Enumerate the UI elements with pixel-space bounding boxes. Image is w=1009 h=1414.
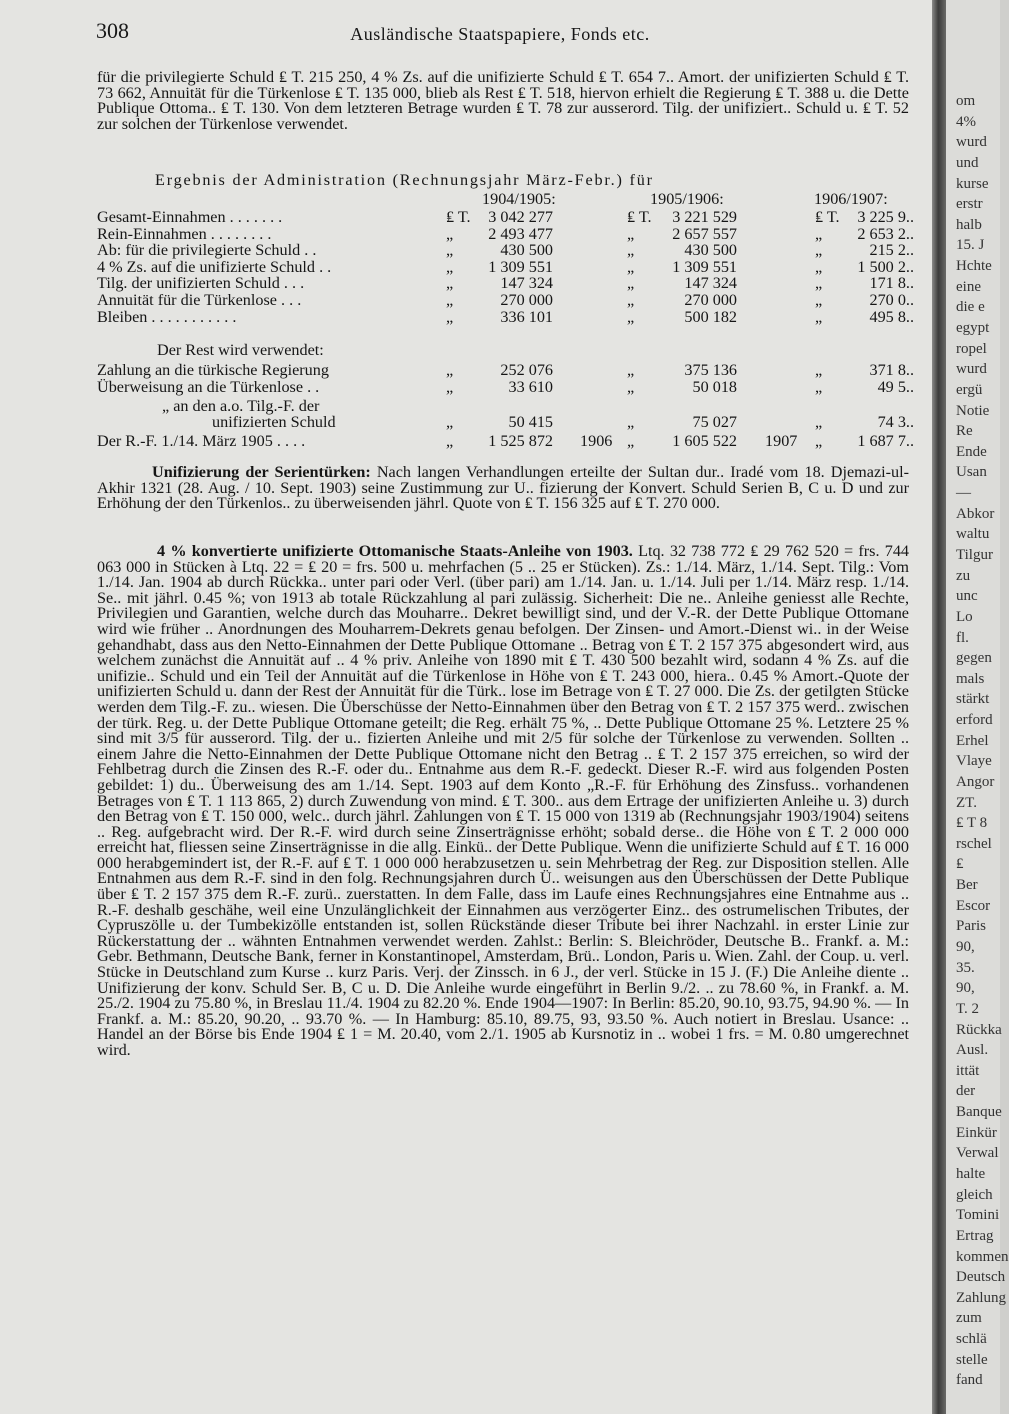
quote-mark: „ bbox=[627, 225, 635, 243]
facing-page-fragment: Abkor bbox=[956, 505, 995, 522]
quote-mark: „ bbox=[627, 432, 635, 450]
facing-page-fragment: erford bbox=[956, 712, 993, 729]
row-label: Überweisung an die Türkenlose . . bbox=[97, 378, 320, 396]
row-label: Gesamt-Einnahmen . . . . . . . bbox=[97, 208, 283, 226]
quote-mark: „ bbox=[627, 361, 635, 379]
facing-page-fragment: egypt bbox=[956, 319, 990, 336]
value-1905: 500 182 bbox=[684, 308, 737, 326]
table-row bbox=[97, 398, 909, 414]
section-heading: Unifizierung der Serientürken: bbox=[152, 463, 371, 481]
section-text: Ltq. 32 738 772 ₤ 29 762 520 = frs. 744 063 000 in Stücken à Ltq. 22 = ₤ 20 = frs. 500 u. mehrfachen (5 .. 25 er Stücken). Zs.: 1./14. März, 1./14. Sept. Tilg.: Vom 1./14. Jan. 1904 ab durch Rückka.. unter pari oder Verl. (über pari) am 1./14. Jan. u. 1./14. Juli per 1./14. März resp. 1./14. Se.. mit jährl. 0.45 %; von 1913 ab totale Rückzahlung al pari zulässig. Sicherheit: Die ne.. Anleihe geniesst alle Rechte, Privilegien und Garantien, welche durch das Mouharre.. Dekret bewilligt sind, und der V.-R. der Dette Publique Ottomane wird wie früher .. Anordnungen des Mouharrem-Dekrets genau befolgen. Der Zinsen- und Amort.-Dienst wi.. in der Weise gehandhabt, dass aus den Netto-Einnahmen der Dette Publique Ottomane .. Betrag von ₤ T. 2 157 375 abgesondert wird, aus welchem zunächst die Annuität auf .. 4 % priv. Anleihe von 1890 mit ₤ T. 430 500 bezahlt wird, sodann 4 % Zs. auf die unifizie.. Schuld und ein Teil der Annuität auf die Türkenlose in Höhe von ₤ T. 243 000, hiera.. 0.45 % Amort.-Quote der unifizierten Schuld u. dann der Rest der Annuität für die Türk.. lose im Betrage von ₤ T. 27 000. Die Zs. der getilgten Stücke werden dem Tilg.-F. zu.. wiesen. Die Überschüsse der Netto-Einnahmen über den Betrag von ₤ T. 2 157 375 werd.. zwischen der türk. Reg. u. der Dette Publique Ottomane geteilt; die Reg. erhält 75 %, .. Dette Publique Ottomane 25 %. Letztere 25 % sind mit 3/5 für ausserord. Tilg. der u.. fizierten Anleihe und mit 2/5 für solche der Türkenlose zu verwenden. Sollten .. einem Jahre die Netto-Einnahmen der Dette Publique Ottomane nicht den Betrag .. ₤ T. 2 157 375 erreichen, so wird der Fehlbetrag durch die Zinsen des R.-F. oder du.. Entnahme aus dem R.-F. gedeckt. Dieser R.-F. wird aus folgenden Posten gebildet: 1) du.. Überweisung des am 1./14. Sept. 1903 auf dem Konto „R.-F. für Erhöhung des Zinsfuss.. vorhandenen Betrages von ₤ T. 1 113 865, 2) durch Zuwendung von mind. ₤ T. 300.. aus dem Ertrage der unifizierten Anleihe u. 3) durch den Betrag von ₤ T. 150 000, welc.. durch jährl. Zahlungen von ₤ T. 15 000 von 1319 ab (Rechnungsjahr 1903/1904) seitens .. Reg. aufgebracht wird. Der R.-F. wird durch seine Zinserträgnisse erhöht; sobald derse.. die Höhe von ₤ T. 2 000 000 erreicht hat, fliessen seine Zinserträgnisse in die allg. Einkü.. der Dette Publique. Wenn die unifizierte Schuld auf ₤ T. 16 000 000 herabgemindert ist, der R.-F. auf ₤ T. 1 000 000 herabzusetzen u. sein Mehrbetrag der Reg. zur Disposition stellen. Alle Entnahmen aus dem R.-F. sind in den folg. Rechnungsjahren durch Ü.. weisungen aus den Überschüssen der Dette Publique über ₤ T. 2 157 375 dem R.-F. zurü.. zuerstatten. In dem Falle, dass im Laufe eines Rechnungsjahres eine Entnahme aus .. R.-F. deshalb geschähe, weil eine Unzulänglichkeit der Einnahmen aus verzögerter Einz.. des ostrumelischen Tributes, der Cypruszölle u. der Tumbekizölle entstanden ist, sollen Rückstände dieser Tribute bei ihrer Nachzahl. in erster Linie zur Rückerstattung der .. wähnten Entnahmen verwendet werden. Zahlst.: Berlin: S. Bleichröder, Deutsche B.. Frankf. a. M.: Gebr. Bethmann, Deutsche Bank, ferner in Konstantinopel, Amsterdam, Brü.. London, Paris u. Wien. Zahl. der Coup. u. verl. Stücke in Deutschland zum Kurse .. kurz Paris. Verj. der Zinssch. in 6 J., der verl. Stücke in 15 J. (F.) Die Anleihe diente .. Unifizierung der konv. Schuld Ser. B, C u. D. Die Anleihe wurde eingeführt in Berlin 9./2. .. zu 78.60 %, in Frankf. a. M. 25./2. 1904 zu 75.80 %, in Breslau 11./4. 1904 zu 82.20 %. Ende 1904—1907: In Berlin: 85.20, 90.10, 93.75, 94.90 %. — In Frankf. a. M.: 85.20, 90.20, .. 93.70 %. — In Hamburg: 85.10, 89.75, 93, 93.50 %. Auch notiert in Breslau. Usance: .. Handel an der Börse bis Ende 1904 ₤ 1 = M. 20.40, vom 2./1. 1905 ab Kursnotiz in .. wobei 1 frs. = M. 0.80 umgerechnet wird. bbox=[97, 542, 910, 1059]
row-label: 4 % Zs. auf die unifizierte Schuld . . bbox=[97, 258, 332, 276]
row-label: unifizierten Schuld bbox=[212, 413, 336, 431]
intro-text: für die privilegierte Schuld ₤ T. 215 250, 4 % Zs. auf die unifizierte Schuld ₤ T. 654 7.. Amort. der unifizierten Schuld ₤ T. 73 662, Annuität für die Türkenlose ₤ T. 135 000, blieb als Rest ₤ T. 518, hiervon erhielt die Regierung ₤ T. 388 u. die Dette Publique Ottoma.. ₤ T. 130. Von dem letzteren Betrage wurden ₤ T. 78 zur ausserord. Tilg. der unifiziert.. Schuld u. ₤ T. 52 zur solchen der Türkenlose verwendet. bbox=[97, 68, 909, 133]
facing-page-fragment: T. 2 bbox=[956, 1000, 980, 1017]
quote-mark: „ bbox=[627, 274, 635, 292]
table-row bbox=[97, 208, 914, 226]
facing-page-fragment: Escor bbox=[956, 897, 991, 914]
value-1904: 430 500 bbox=[500, 241, 553, 259]
quote-mark: „ bbox=[815, 432, 823, 450]
quote-mark: „ bbox=[446, 225, 454, 243]
value-1906: 1 500 2.. bbox=[857, 258, 914, 276]
facing-page-edge bbox=[946, 0, 1009, 1414]
facing-page-fragment: om bbox=[956, 93, 976, 109]
value-1904: 252 076 bbox=[500, 361, 553, 379]
value-1905: 1 605 522 bbox=[672, 432, 737, 450]
results-title: Ergebnis der Administration (Rechnungsjahr März-Febr.) für bbox=[155, 171, 654, 189]
quote-mark: „ bbox=[446, 291, 454, 309]
table-row bbox=[97, 258, 914, 276]
section-text: Nach langen Verhandlungen erteilte der Sultan dur.. Iradé vom 18. Djemazi-ul-Akhir 1321 (28. Aug. / 10. Sept. 1903) seine Zustimmung zur U.. fizierung der Konvert. Schuld Serien B, C u. D und zur Erhöhung der den Türkenlos.. zu überweisenden jährl. Quote von ₤ T. 156 325 auf ₤ T. 270 000. bbox=[97, 463, 910, 513]
facing-page-fragment: Lo bbox=[956, 608, 973, 625]
facing-page-fragment: Rückka bbox=[956, 1021, 1002, 1038]
value-1906: 371 8.. bbox=[869, 361, 914, 379]
value-1906: 49 5.. bbox=[877, 378, 914, 396]
value-1906: 215 2.. bbox=[869, 241, 914, 259]
page-number: 308 bbox=[96, 18, 129, 43]
quote-mark: „ bbox=[446, 413, 454, 431]
value-1904: 1 525 872 bbox=[488, 432, 553, 450]
quote-mark: „ bbox=[627, 258, 635, 276]
value-1904: 147 324 bbox=[500, 274, 553, 292]
facing-page-fragment: Deutsch bbox=[956, 1269, 1006, 1286]
quote-mark: „ bbox=[446, 274, 454, 292]
facing-page-fragment: 15. J bbox=[956, 237, 985, 254]
facing-page-fragment: stärkt bbox=[956, 691, 990, 708]
facing-page-fragment: Einkür bbox=[956, 1124, 997, 1141]
value-1906: 2 653 2.. bbox=[857, 225, 914, 243]
value-1906: 171 8.. bbox=[869, 274, 914, 292]
quote-mark: „ bbox=[627, 413, 635, 431]
table-row bbox=[97, 225, 914, 243]
facing-page-fragment: zu bbox=[956, 567, 971, 584]
value-1906: 270 0.. bbox=[869, 291, 914, 309]
facing-page-fragment: erstr bbox=[956, 196, 983, 213]
quote-mark: „ bbox=[627, 291, 635, 309]
rf-year: 1907 bbox=[765, 432, 798, 450]
facing-page-fragment: die e bbox=[956, 299, 985, 316]
quote-mark: „ bbox=[446, 308, 454, 326]
table-row bbox=[97, 291, 914, 309]
facing-page-fragment: gegen bbox=[956, 650, 992, 667]
facing-page-fragment: halte bbox=[956, 1166, 986, 1183]
facing-page-fragment: 90, bbox=[956, 939, 975, 956]
row-label: Rein-Einnahmen . . . . . . . . bbox=[97, 225, 272, 243]
table-row bbox=[97, 308, 914, 326]
column-head-1904: 1904/1905: bbox=[482, 190, 556, 208]
table-row bbox=[97, 361, 914, 379]
quote-mark: „ bbox=[815, 308, 823, 326]
facing-page-fragment: Tomini bbox=[956, 1207, 1000, 1224]
quote-mark: „ bbox=[446, 361, 454, 379]
facing-page-fragment: zum bbox=[956, 1310, 982, 1327]
value-1905: 375 136 bbox=[684, 361, 737, 379]
table-row bbox=[97, 378, 914, 396]
quote-mark: ₤ T. bbox=[627, 208, 652, 226]
facing-page-fragment: — bbox=[956, 485, 971, 502]
facing-page-fragment: kurse bbox=[956, 175, 989, 192]
value-1905: 147 324 bbox=[684, 274, 737, 292]
table-row bbox=[97, 274, 914, 292]
row-label: Bleiben . . . . . . . . . . . bbox=[97, 308, 237, 326]
facing-page-fragment: und bbox=[956, 154, 979, 171]
section-unifizierung bbox=[97, 465, 909, 512]
facing-page-fragment: fand bbox=[956, 1372, 983, 1389]
row-label: Tilg. der unifizierten Schuld . . . bbox=[97, 274, 305, 292]
value-1904: 270 000 bbox=[500, 291, 553, 309]
value-1906: 1 687 7.. bbox=[857, 432, 914, 450]
facing-page-fragment: mals bbox=[956, 670, 985, 687]
value-1905: 3 221 529 bbox=[672, 208, 737, 226]
value-1906: 74 3.. bbox=[877, 413, 914, 431]
facing-page-fragment: Zahlung bbox=[956, 1289, 1006, 1306]
value-1905: 1 309 551 bbox=[672, 258, 737, 276]
facing-page-fragment: ₤ bbox=[956, 856, 964, 873]
value-1905: 2 657 557 bbox=[672, 225, 737, 243]
facing-page-fragment: Hchte bbox=[956, 258, 992, 275]
section-heading: 4 % konvertierte unifizierte Ottomanische Staats-Anleihe von 1903. bbox=[157, 542, 633, 560]
facing-page-fragment: stelle bbox=[956, 1351, 988, 1368]
facing-page-fragment: Usan bbox=[956, 464, 987, 481]
row-label: Zahlung an die türkische Regierung bbox=[97, 361, 329, 379]
value-1904: 2 493 477 bbox=[488, 225, 553, 243]
row-label: Ab: für die privilegierte Schuld . . bbox=[97, 241, 317, 259]
facing-page-fragment: schlä bbox=[956, 1331, 987, 1348]
quote-mark: „ bbox=[815, 361, 823, 379]
facing-page-fragment: ₤ T 8 bbox=[956, 815, 988, 832]
quote-mark: „ bbox=[627, 378, 635, 396]
facing-page-fragment: Ertrag bbox=[956, 1227, 994, 1244]
facing-page-fragment: kommen bbox=[956, 1248, 1009, 1265]
facing-page-fragment: wurd bbox=[956, 134, 987, 151]
quote-mark: „ bbox=[446, 258, 454, 276]
quote-mark: „ bbox=[815, 291, 823, 309]
quote-mark: „ bbox=[446, 432, 454, 450]
facing-page-fragment: Notie bbox=[956, 402, 990, 419]
quote-mark: „ bbox=[627, 308, 635, 326]
intro-paragraph bbox=[97, 70, 909, 132]
facing-page-fragment: 4% bbox=[956, 113, 976, 130]
facing-page-fragment: Banque bbox=[956, 1104, 1002, 1121]
quote-mark: „ bbox=[815, 378, 823, 396]
facing-page-fragment: Vlaye bbox=[956, 753, 992, 770]
value-1904: 33 610 bbox=[508, 378, 553, 396]
quote-mark: „ bbox=[446, 378, 454, 396]
value-1904: 3 042 277 bbox=[488, 208, 553, 226]
value-1904: 1 309 551 bbox=[488, 258, 553, 276]
value-1906: 3 225 9.. bbox=[857, 208, 914, 226]
value-1906: 495 8.. bbox=[869, 308, 914, 326]
quote-mark: ₤ T. bbox=[815, 208, 840, 226]
row-label: Annuität für die Türkenlose . . . bbox=[97, 291, 302, 309]
facing-page-fragment: rschel bbox=[956, 835, 992, 852]
facing-page-fragment: halb bbox=[956, 216, 982, 233]
facing-page-fragment: eine bbox=[956, 278, 981, 295]
value-1905: 50 018 bbox=[692, 378, 737, 396]
facing-page-fragment: gleich bbox=[956, 1186, 993, 1203]
quote-mark: „ bbox=[815, 241, 823, 259]
facing-page-fragment: ittät bbox=[956, 1062, 980, 1079]
running-header: Ausländische Staatspapiere, Fonds etc. bbox=[350, 24, 650, 44]
quote-mark: „ bbox=[627, 241, 635, 259]
quote-mark: „ bbox=[815, 258, 823, 276]
facing-page-fragment: Verwal bbox=[956, 1145, 999, 1162]
facing-page-fragment: 90, bbox=[956, 980, 975, 997]
column-head-1906: 1906/1907: bbox=[814, 190, 888, 208]
quote-mark: ₤ T. bbox=[446, 208, 471, 226]
row-label: Der R.-F. 1./14. März 1905 . . . . bbox=[97, 432, 306, 450]
facing-page-fragment: ropel bbox=[956, 340, 987, 357]
facing-page-fragment: der bbox=[956, 1083, 976, 1100]
facing-page-fragment: fl. bbox=[956, 629, 969, 646]
value-1905: 75 027 bbox=[692, 413, 737, 431]
facing-page-fragment: Ausl. bbox=[956, 1042, 989, 1059]
facing-page-fragment: Erhel bbox=[956, 732, 989, 749]
facing-page-fragment: ZT. bbox=[956, 794, 977, 811]
quote-mark: „ bbox=[815, 413, 823, 431]
value-1904: 50 415 bbox=[508, 413, 553, 431]
table-row bbox=[97, 432, 914, 450]
quote-mark: „ bbox=[446, 241, 454, 259]
facing-page-fragment: wurd bbox=[956, 361, 987, 378]
rf-year: 1906 bbox=[580, 432, 613, 450]
column-head-1905: 1905/1906: bbox=[650, 190, 724, 208]
facing-page-fragment: unc bbox=[956, 588, 978, 605]
value-1904: 336 101 bbox=[500, 308, 553, 326]
facing-page-fragment: ergü bbox=[956, 381, 983, 398]
facing-page-fragment: Paris bbox=[956, 918, 986, 935]
row-label: „ an den a.o. Tilg.-F. der bbox=[162, 397, 320, 415]
facing-page-fragment: waltu bbox=[956, 526, 990, 543]
facing-page-fragment: Tilgur bbox=[956, 546, 993, 563]
value-1905: 270 000 bbox=[684, 291, 737, 309]
section-anleihe-1903 bbox=[97, 544, 909, 1059]
facing-page-fragment: Ber bbox=[956, 877, 978, 894]
table-row bbox=[97, 241, 914, 259]
facing-page-fragment: Angor bbox=[956, 773, 995, 790]
book-gutter bbox=[932, 0, 946, 1414]
table-row bbox=[97, 413, 914, 431]
value-1905: 430 500 bbox=[684, 241, 737, 259]
quote-mark: „ bbox=[815, 225, 823, 243]
facing-page-fragment: Ende bbox=[956, 443, 987, 460]
rest-label: Der Rest wird verwendet: bbox=[157, 341, 324, 359]
facing-page-fragment: Re bbox=[956, 423, 973, 440]
facing-page-fragment: 35. bbox=[956, 959, 975, 976]
quote-mark: „ bbox=[815, 274, 823, 292]
